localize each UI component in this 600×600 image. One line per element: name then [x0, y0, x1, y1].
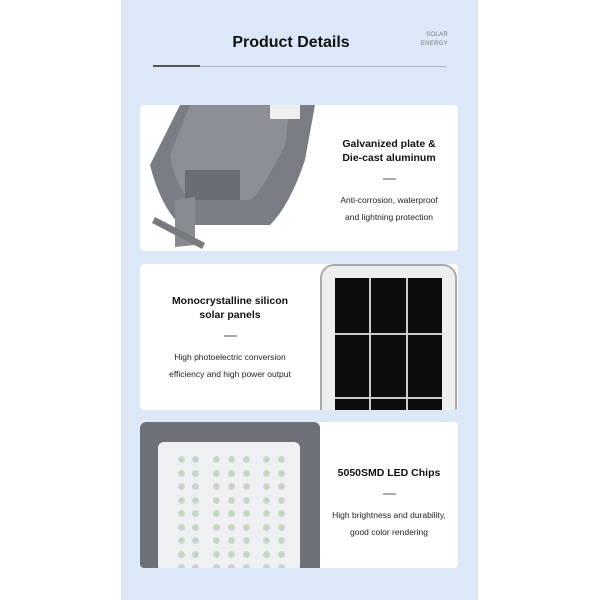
led-chip — [263, 537, 270, 544]
feature-desc: efficiency and high power output — [169, 369, 291, 379]
led-chip — [263, 564, 270, 568]
led-chip — [243, 456, 250, 463]
led-chip — [228, 551, 235, 558]
feature-card-solar — [140, 264, 458, 410]
led-chip — [278, 456, 285, 463]
feature-heading: Die-cast aluminum — [342, 152, 436, 164]
content-column — [121, 0, 478, 600]
led-chip — [278, 497, 285, 504]
led-chip — [278, 483, 285, 490]
led-chip — [243, 537, 250, 544]
led-chip — [278, 470, 285, 477]
led-chip — [228, 524, 235, 531]
led-chip — [192, 524, 199, 531]
feature-desc: good color rendering — [350, 527, 428, 537]
led-chip — [263, 510, 270, 517]
led-chip — [263, 497, 270, 504]
feature-card-housing — [140, 105, 458, 251]
led-chip — [192, 456, 199, 463]
feature-card-led — [140, 422, 458, 568]
led-chip — [192, 483, 199, 490]
led-chip — [243, 497, 250, 504]
led-chip — [243, 564, 250, 568]
led-chip — [192, 497, 199, 504]
led-chip — [243, 551, 250, 558]
led-chip — [178, 537, 185, 544]
feature-desc: Anti-corrosion, waterproof — [340, 195, 438, 205]
led-chip — [228, 510, 235, 517]
divider — [153, 66, 446, 67]
led-chip — [243, 510, 250, 517]
led-chip — [213, 456, 220, 463]
feature-text — [320, 466, 458, 541]
led-chip — [192, 537, 199, 544]
led-chip — [278, 551, 285, 558]
led-chip — [263, 470, 270, 477]
led-chip — [178, 564, 185, 568]
led-chip — [263, 456, 270, 463]
led-chip — [213, 483, 220, 490]
led-chip — [213, 537, 220, 544]
led-chip — [228, 470, 235, 477]
feature-heading: 5050SMD LED Chips — [337, 467, 441, 479]
led-chip — [178, 456, 185, 463]
led-chip — [192, 551, 199, 558]
led-chip — [228, 537, 235, 544]
lamp-housing-image — [140, 105, 320, 251]
feature-text — [320, 137, 458, 226]
led-chip — [228, 497, 235, 504]
led-chip — [213, 470, 220, 477]
led-chip — [263, 483, 270, 490]
led-chip — [213, 564, 220, 568]
led-module-image — [140, 422, 320, 568]
led-chip — [243, 524, 250, 531]
feature-desc: and lightning protection — [345, 212, 433, 222]
brand-tag — [421, 31, 448, 49]
feature-heading: Monocrystalline silicon — [171, 295, 289, 307]
led-chip — [178, 551, 185, 558]
led-chip — [263, 524, 270, 531]
led-chip — [213, 551, 220, 558]
led-chip — [213, 524, 220, 531]
solar-panel-image — [320, 264, 457, 410]
led-chip — [192, 564, 199, 568]
led-chip — [278, 510, 285, 517]
page-title: Product Details — [232, 34, 350, 51]
led-chip — [213, 510, 220, 517]
led-chip — [278, 524, 285, 531]
led-chip — [178, 483, 185, 490]
led-chip — [178, 497, 185, 504]
led-chip — [228, 564, 235, 568]
led-chip — [178, 470, 185, 477]
led-chip — [192, 510, 199, 517]
led-chip — [243, 470, 250, 477]
led-chip — [178, 524, 185, 531]
led-chip — [192, 470, 199, 477]
led-chip — [178, 510, 185, 517]
led-chip — [278, 537, 285, 544]
feature-heading: solar panels — [199, 309, 261, 321]
led-chip — [263, 551, 270, 558]
led-chip — [213, 497, 220, 504]
feature-text — [140, 294, 320, 383]
led-chip — [278, 564, 285, 568]
led-chip — [243, 483, 250, 490]
feature-heading: Galvanized plate & — [342, 138, 436, 150]
led-chip — [228, 483, 235, 490]
tag-line: ENERGY — [420, 41, 448, 47]
feature-desc: High brightness and durability, — [332, 510, 446, 520]
tag-line: SOLAR — [426, 32, 448, 38]
led-chip — [228, 456, 235, 463]
feature-desc: High photoelectric conversion — [174, 352, 286, 362]
